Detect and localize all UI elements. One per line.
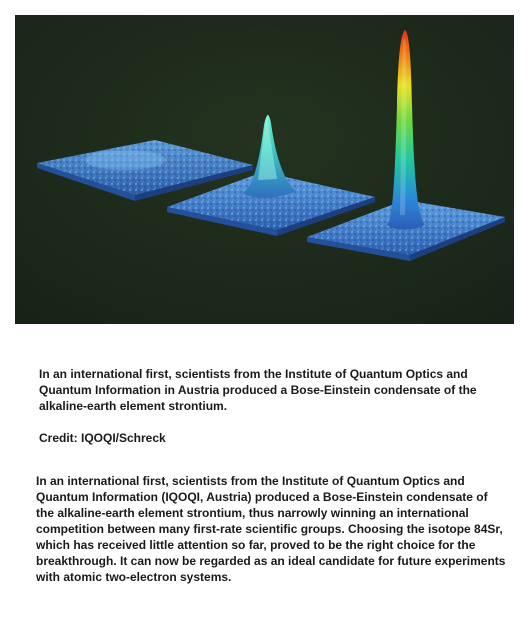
condensate-plot-image [15, 15, 514, 324]
image-credit: Credit: IQOQI/Schreck [39, 431, 166, 445]
article-paragraph: In an international first, scientists from the Institute of Quantum Optics and Quantum Information (IQOQI, Austria) produced a Bose-Einstein condensate of the alkaline-earth element strontium, thus narrowly winning an international competition between many first-rate scientific groups. Choosing the isotope 84Sr, which has received little attention so far, proved to be the right choice for the breakthrough. It can now be regarded as an ideal candidate for future experiments with atomic two-electron systems. [36, 474, 506, 584]
condensate-figure [15, 15, 514, 324]
figure-caption: In an international first, scientists from the Institute of Quantum Optics and Quantum Information in Austria produced a Bose-Einstein condensate of the alkaline-earth element strontium. [39, 367, 477, 413]
